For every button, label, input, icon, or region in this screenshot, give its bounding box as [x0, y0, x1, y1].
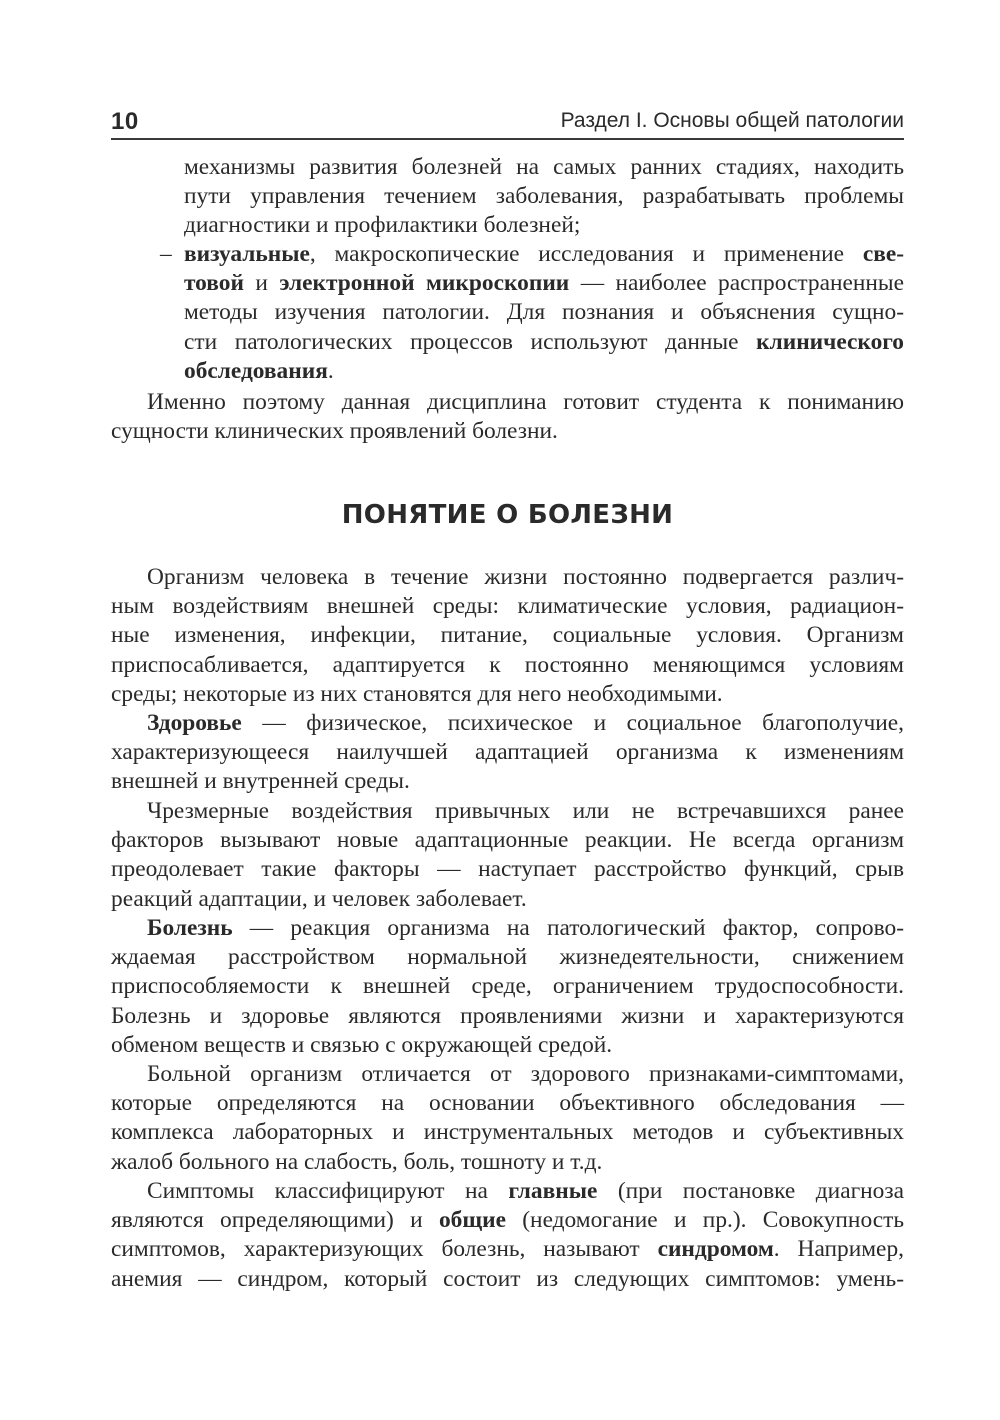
text-line: симптомов, характеризующих болезнь, называют синдромом. Например, — [111, 1236, 904, 1263]
text-line: которые определяются на основании объективного обследования — — [111, 1090, 904, 1117]
term-examination: обследования — [184, 357, 328, 384]
section-title: Раздел I. Основы общей патологии — [560, 109, 904, 132]
text-line: Симптомы классифицируют на главные (при постановке диагноза — [147, 1178, 904, 1204]
bullet-dash — [160, 240, 180, 269]
running-header — [111, 104, 904, 140]
term-health: Здоровье — [147, 710, 242, 736]
term-light-cont: товой — [184, 270, 244, 297]
text-line: приспособляемости к внешней среде, ограничением трудоспособности. — [111, 973, 904, 1000]
text-line: являются определяющими) и общие (недомогание и пр.). Совокупность — [111, 1207, 904, 1234]
paragraph — [111, 797, 904, 914]
term-visual: визуальные — [184, 241, 310, 267]
page-number: 10 — [111, 108, 139, 135]
text-line: обследования. — [184, 357, 334, 384]
text-line: пути управления течением заболевания, разрабатывать проблемы — [184, 183, 904, 210]
text-line: характеризующееся наилучшей адаптацией организма к изменениям — [111, 739, 904, 766]
paragraph — [111, 563, 904, 709]
text-line: ные изменения, инфекции, питание, социальные условия. Организм — [111, 622, 904, 649]
bullet-marker: – — [160, 241, 172, 267]
text-line: жалоб больного на слабость, боль, тошноту и т.д. — [111, 1148, 603, 1175]
term-general-symptoms: общие — [438, 1207, 506, 1234]
list-item-visual — [184, 240, 904, 386]
text-line: среды; некоторые из них становятся для него необходимыми. — [111, 680, 723, 707]
text-line: преодолевает такие факторы — наступает расстройство функций, срыв — [111, 856, 904, 883]
paragraph — [111, 914, 904, 1060]
text-line: Болезнь — реакция организма на патологический фактор, сопрово- — [147, 915, 904, 941]
text-line: ждаемая расстройством нормальной жизнедеятельности, снижением — [111, 944, 904, 971]
text-line: приспосабливается, адаптируется к постоянно меняющимся условиям — [111, 651, 904, 678]
text-line: механизмы развития болезней на самых ранних стадиях, находить — [184, 154, 904, 180]
term-light: све- — [862, 241, 904, 267]
paragraph — [111, 1177, 904, 1294]
text-line: Именно поэтому данная дисциплина готовит студента к пониманию — [147, 389, 904, 415]
text-line: Чрезмерные воздействия привычных или не встречавшихся ранее — [147, 798, 904, 824]
text-line: визуальные, макроскопические исследования и применение све- — [184, 241, 904, 267]
text-line: сти патологических процессов используют данные клинического — [184, 328, 904, 355]
text-line: анемия — синдром, который состоит из следующих симптомов: умень- — [111, 1265, 904, 1292]
term-clinical: клинического — [756, 328, 904, 355]
term-syndrome: синдромом — [657, 1236, 774, 1263]
paragraph — [111, 709, 904, 797]
text-line: Больной организм отличается от здорового признаками-симптомами, — [147, 1061, 904, 1087]
text-line: Здоровье — физическое, психическое и социальное благополучие, — [147, 710, 904, 736]
list-item-continuation — [184, 153, 904, 241]
text-line: Болезнь и здоровье являются проявлениями жизни и характеризуются — [111, 1002, 904, 1029]
text-line: диагностики и профилактики болезней; — [184, 212, 581, 239]
term-main-symptoms: главные — [508, 1178, 598, 1204]
text-line: методы изучения патологии. Для познания и объяснения сущно- — [184, 299, 904, 326]
text-line: Организм человека в течение жизни постоянно подвергается различ- — [147, 564, 904, 590]
text-line: обменом веществ и связью с окружающей средой. — [111, 1031, 613, 1058]
text-line: реакций адаптации, и человек заболевает. — [111, 885, 527, 912]
text-line: факторов вызывают новые адаптационные реакции. Не всегда организм — [111, 827, 904, 854]
text-line: товой и электронной микроскопии — наиболее распространенные — [184, 270, 905, 297]
text-line: ным воздействиям внешней среды: климатические условия, радиацион- — [111, 593, 904, 620]
text-line: внешней и внутренней среды. — [111, 768, 410, 795]
text-line: сущности клинических проявлений болезни. — [111, 418, 558, 445]
paragraph — [111, 388, 904, 446]
paragraph — [111, 1060, 904, 1177]
text-line: комплекса лабораторных и инструментальных методов и субъективных — [111, 1119, 904, 1146]
term-electron-microscopy: электронной микроскопии — [279, 270, 570, 297]
term-disease: Болезнь — [147, 915, 233, 941]
section-heading: ПОНЯТИЕ О БОЛЕЗНИ — [341, 500, 674, 530]
